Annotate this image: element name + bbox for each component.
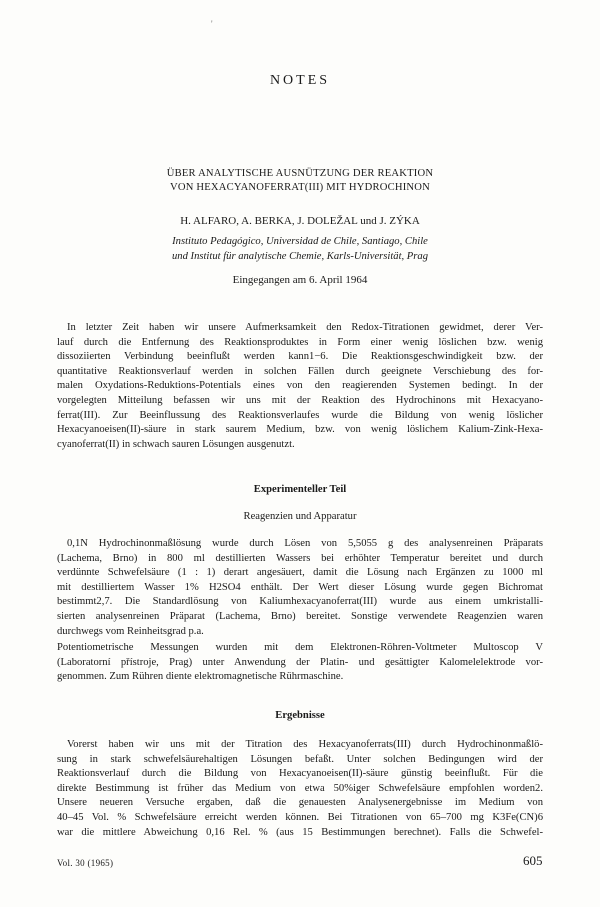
- paragraph-line: lauf durch die Entfernung des Reaktionsproduktes in Form einer wenig löslichen bzw. wenig: [57, 336, 543, 348]
- article-title-line-2: VON HEXACYANOFERRAT(III) MIT HYDROCHINON: [170, 182, 430, 193]
- paragraph-line: 0,1N Hydrochinonmaßlösung wurde durch Lösen von 5,5055 g des analysenreinen Präparats: [67, 538, 543, 549]
- paragraph-line: Unsere neueren Versuche ergaben, daß die genauesten Analysenergebnisse im Medium von: [57, 797, 543, 809]
- affiliation-line-2: und Institut für analytische Chemie, Karls-Universität, Prag: [172, 251, 428, 262]
- paragraph-line: ferrat(III). Zur Beeinflussung des Reaktionsverlaufes wurde die Bildung von wenig löslicher: [57, 409, 543, 421]
- affiliation-line-1: Instituto Pedagógico, Universidad de Chile, Santiago, Chile: [172, 236, 428, 247]
- paragraph-line: bestimmt2,7. Die Standardlösung von Kaliumhexacyanoferrat(III) wurde aus einem umkristalli-: [57, 596, 543, 608]
- paragraph-line: verdünnte Schwefelsäure (1 : 1) derart angesäuert, damit die Lösung nach Ergänzen zu 1000 ml: [57, 567, 543, 579]
- section-heading-notes: NOTES: [269, 73, 331, 88]
- paragraph-line: durchwegs vom Reinheitsgrad p.a.: [57, 625, 204, 637]
- paragraph-line: direkte Bestimmung ist früher das Medium von etwa 50%iger Schwefelsäure empfohlen worden2.: [57, 782, 543, 794]
- paragraph-line: Hexacyanoeisen(II)-säure in stark saurem Medium, bzw. von wenig löslichem Kalium-Zink-Hexa-: [57, 424, 543, 436]
- paragraph-line: (Laboratorní přístroje, Prag) unter Anwendung der Platin- und gesättigter Kalomelelektrode vor-: [57, 656, 543, 668]
- paragraph-line: cyanoferrat(II) in schwach sauren Lösungen ausgenutzt.: [57, 438, 295, 450]
- article-authors: H. ALFARO, A. BERKA, J. DOLEŽAL und J. ZÝKA: [180, 215, 420, 227]
- article-title-line-1: ÜBER ANALYTISCHE AUSNÜTZUNG DER REAKTION: [166, 168, 434, 179]
- reagents-paragraph: [57, 537, 543, 639]
- article-title: [0, 167, 600, 195]
- paragraph-line: 40–45 Vol. % Schwefelsäure erreicht werden können. Bei Titrationen von 65–700 mg K3Fe(CN)6: [57, 811, 543, 823]
- page-number: 605: [523, 853, 543, 868]
- paragraph-line: mit destilliertem Wasser 1% H2SO4 enthält. Der Wert dieser Lösung wurde gegen Bichromat: [57, 581, 543, 593]
- paragraph-line: Potentiometrische Messungen wurden mit dem Elektronen-Röhren-Voltmeter Multoscop V: [57, 642, 543, 653]
- section-title-experimental: Experimenteller Teil: [253, 484, 347, 495]
- section-title-results: Ergebnisse: [275, 710, 325, 721]
- paragraph-line: sierten analysenreinen Präparat (Lachema, Brno) bereitet. Sonstige verwendete Reagenzien waren: [57, 610, 543, 622]
- intro-paragraph: [57, 321, 543, 452]
- paragraph-line: sung in stark schwefelsäurehaltigen Lösungen befaßt. Unter solchen Bedingungen wird der: [57, 753, 543, 765]
- paragraph-line: (Lachema, Brno) in 800 ml destillierten Wassers bei erhöhter Temperatur bereitet und durch: [57, 552, 543, 564]
- paragraph-line: quantitative Reaktionsverlauf werden in solchen Fällen durch geeignete Verschiebung des for-: [57, 365, 543, 377]
- paragraph-line: genommen. Zum Rühren diente elektromagnetische Rührmaschine.: [57, 671, 344, 683]
- journal-volume: Vol. 30 (1965): [57, 858, 114, 868]
- apparatus-paragraph: [57, 641, 543, 685]
- paragraph-line: Vorerst haben wir uns mit der Titration des Hexacyanoferrats(III) durch Hydrochinonmaßlö-: [67, 739, 543, 750]
- paragraph-line: malen Oxydations-Reduktions-Potentials eines von den reagierenden Systemen bedingt. In der: [57, 380, 543, 392]
- results-paragraph: [57, 738, 543, 840]
- paragraph-line: dissoziierten Verbindung beeinflußt werden kann1−6. Die Reaktionsgeschwindigkeit bzw. der: [57, 351, 543, 363]
- paragraph-line: war die mittlere Abweichung 0,16 Rel. % (aus 15 Bestimmungen berechnet). Falls die Schwefel-: [57, 826, 543, 838]
- paragraph-line: Reaktionsverlauf durch die Bildung von Hexacyanoeisen(II)-säure günstig beeinflußt. Für die: [57, 768, 543, 780]
- paragraph-line: In letzter Zeit haben wir unsere Aufmerksamkeit den Redox-Titrationen gewidmet, derer Ver-: [67, 322, 543, 333]
- received-date: Eingegangen am 6. April 1964: [232, 274, 368, 286]
- author-affiliation: [0, 234, 600, 264]
- paragraph-line: vorgelegten Mitteilung befassen wir uns mit der Reaktion des Hydrochinons mit Hexacyano-: [57, 394, 543, 406]
- subsection-title-reagents: Reagenzien und Apparatur: [243, 511, 357, 522]
- scan-mark: ': [211, 19, 213, 29]
